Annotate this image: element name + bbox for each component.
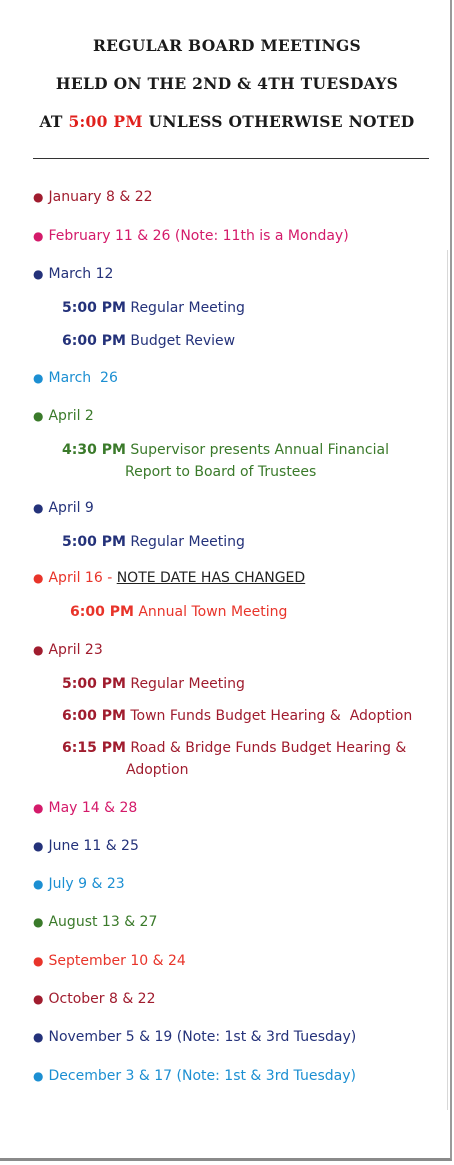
- item-label: March 26: [48, 370, 118, 386]
- list-item-march-26: [33, 370, 118, 386]
- sub-text: Regular Meeting: [130, 300, 245, 316]
- list-item-february: [33, 228, 349, 244]
- bullet-icon: ●: [33, 501, 44, 515]
- sub-item-april23-road-bridge-cont: [126, 759, 189, 781]
- bullet-icon: ●: [33, 371, 44, 385]
- list-item-december: [33, 1068, 356, 1084]
- item-label: April 16: [48, 570, 103, 586]
- list-item-april-23: [33, 642, 103, 658]
- bullet-icon: ●: [33, 992, 44, 1006]
- sub-text: Budget Review: [130, 333, 236, 349]
- sub-time: 5:00 PM: [62, 676, 126, 692]
- bullet-icon: ●: [33, 229, 44, 243]
- sub-time: 6:15 PM: [62, 740, 126, 756]
- sub-text: Town Funds Budget Hearing & Adoption: [130, 708, 413, 724]
- header-prefix: AT: [39, 112, 69, 131]
- item-label: May 14 & 28: [48, 800, 138, 816]
- list-item-march-12: [33, 266, 113, 282]
- list-item-may: [33, 800, 137, 816]
- sub-text: Road & Bridge Funds Budget Hearing &: [130, 740, 407, 756]
- sub-item-april23-regular: [62, 673, 245, 695]
- bullet-icon: ●: [33, 954, 44, 968]
- header-divider: [33, 158, 429, 159]
- sub-item-april2-supervisor-cont: [125, 461, 316, 483]
- sub-text: Annual Town Meeting: [138, 604, 288, 620]
- sub-text: Report to Board of Trustees: [125, 464, 317, 480]
- sub-time: 6:00 PM: [70, 604, 134, 620]
- sub-text: Adoption: [126, 762, 189, 778]
- bullet-icon: ●: [33, 190, 44, 204]
- sub-item-april9-regular: [62, 531, 245, 553]
- list-item-april-2: [33, 408, 94, 424]
- sub-text: Regular Meeting: [130, 676, 245, 692]
- header-line-3: [0, 112, 454, 150]
- sub-item-march12-regular: [62, 297, 245, 319]
- item-label: July 9 & 23: [48, 876, 125, 892]
- bullet-icon: ●: [33, 1069, 44, 1083]
- list-item-april-9: [33, 500, 94, 516]
- sub-time: 4:30 PM: [62, 442, 126, 458]
- item-label: November 5 & 19 (Note: 1st & 3rd Tuesday): [48, 1029, 357, 1045]
- header-line-1: REGULAR BOARD MEETINGS: [92, 36, 362, 55]
- item-label: February 11 & 26 (Note: 11th is a Monday): [48, 228, 349, 244]
- bullet-icon: ●: [33, 409, 44, 423]
- item-label: April 2: [48, 408, 94, 424]
- header-time: 5:00 PM: [68, 112, 143, 131]
- item-label: January 8 & 22: [48, 189, 153, 205]
- list-item-june: [33, 838, 139, 854]
- item-label: April 9: [48, 500, 94, 516]
- bullet-icon: ●: [33, 801, 44, 815]
- item-label: June 11 & 25: [48, 838, 139, 854]
- sub-item-march12-budget: [62, 330, 235, 352]
- bullet-icon: ●: [33, 839, 44, 853]
- sub-item-april23-town-funds: [62, 705, 412, 727]
- bullet-icon: ●: [33, 1030, 44, 1044]
- list-item-september: [33, 953, 186, 969]
- list-item-july: [33, 876, 125, 892]
- list-item-january: [33, 189, 153, 205]
- date-changed-note: NOTE DATE HAS CHANGED: [116, 570, 306, 586]
- item-label: October 8 & 22: [48, 991, 156, 1007]
- sub-text: Supervisor presents Annual Financial: [130, 442, 389, 458]
- sub-text: Regular Meeting: [130, 534, 245, 550]
- item-label: December 3 & 17 (Note: 1st & 3rd Tuesday): [48, 1068, 356, 1084]
- bullet-icon: ●: [33, 877, 44, 891]
- sub-item-april2-supervisor: [62, 439, 389, 461]
- list-item-november: [33, 1029, 356, 1045]
- header-suffix: UNLESS OTHERWISE NOTED: [142, 112, 415, 131]
- sub-item-april16-annual: [70, 601, 287, 623]
- sub-item-april23-road-bridge: [62, 737, 406, 759]
- item-label: March 12: [48, 266, 114, 282]
- bullet-icon: ●: [33, 915, 44, 929]
- item-label: April 23: [48, 642, 103, 658]
- bullet-icon: ●: [33, 571, 44, 585]
- schedule-header: [0, 36, 454, 150]
- bullet-icon: ●: [33, 267, 44, 281]
- item-separator: -: [102, 570, 117, 586]
- list-item-august: [33, 914, 157, 930]
- header-line-2: HELD ON THE 2ND & 4TH TUESDAYS: [55, 74, 399, 93]
- list-item-april-16: [33, 570, 305, 586]
- list-item-october: [33, 991, 156, 1007]
- sub-time: 5:00 PM: [62, 300, 126, 316]
- bullet-icon: ●: [33, 643, 44, 657]
- frame-edge-line: [447, 250, 448, 1110]
- item-label: September 10 & 24: [48, 953, 186, 969]
- sub-time: 5:00 PM: [62, 534, 126, 550]
- sub-time: 6:00 PM: [62, 333, 126, 349]
- sub-time: 6:00 PM: [62, 708, 126, 724]
- item-label: August 13 & 27: [48, 914, 158, 930]
